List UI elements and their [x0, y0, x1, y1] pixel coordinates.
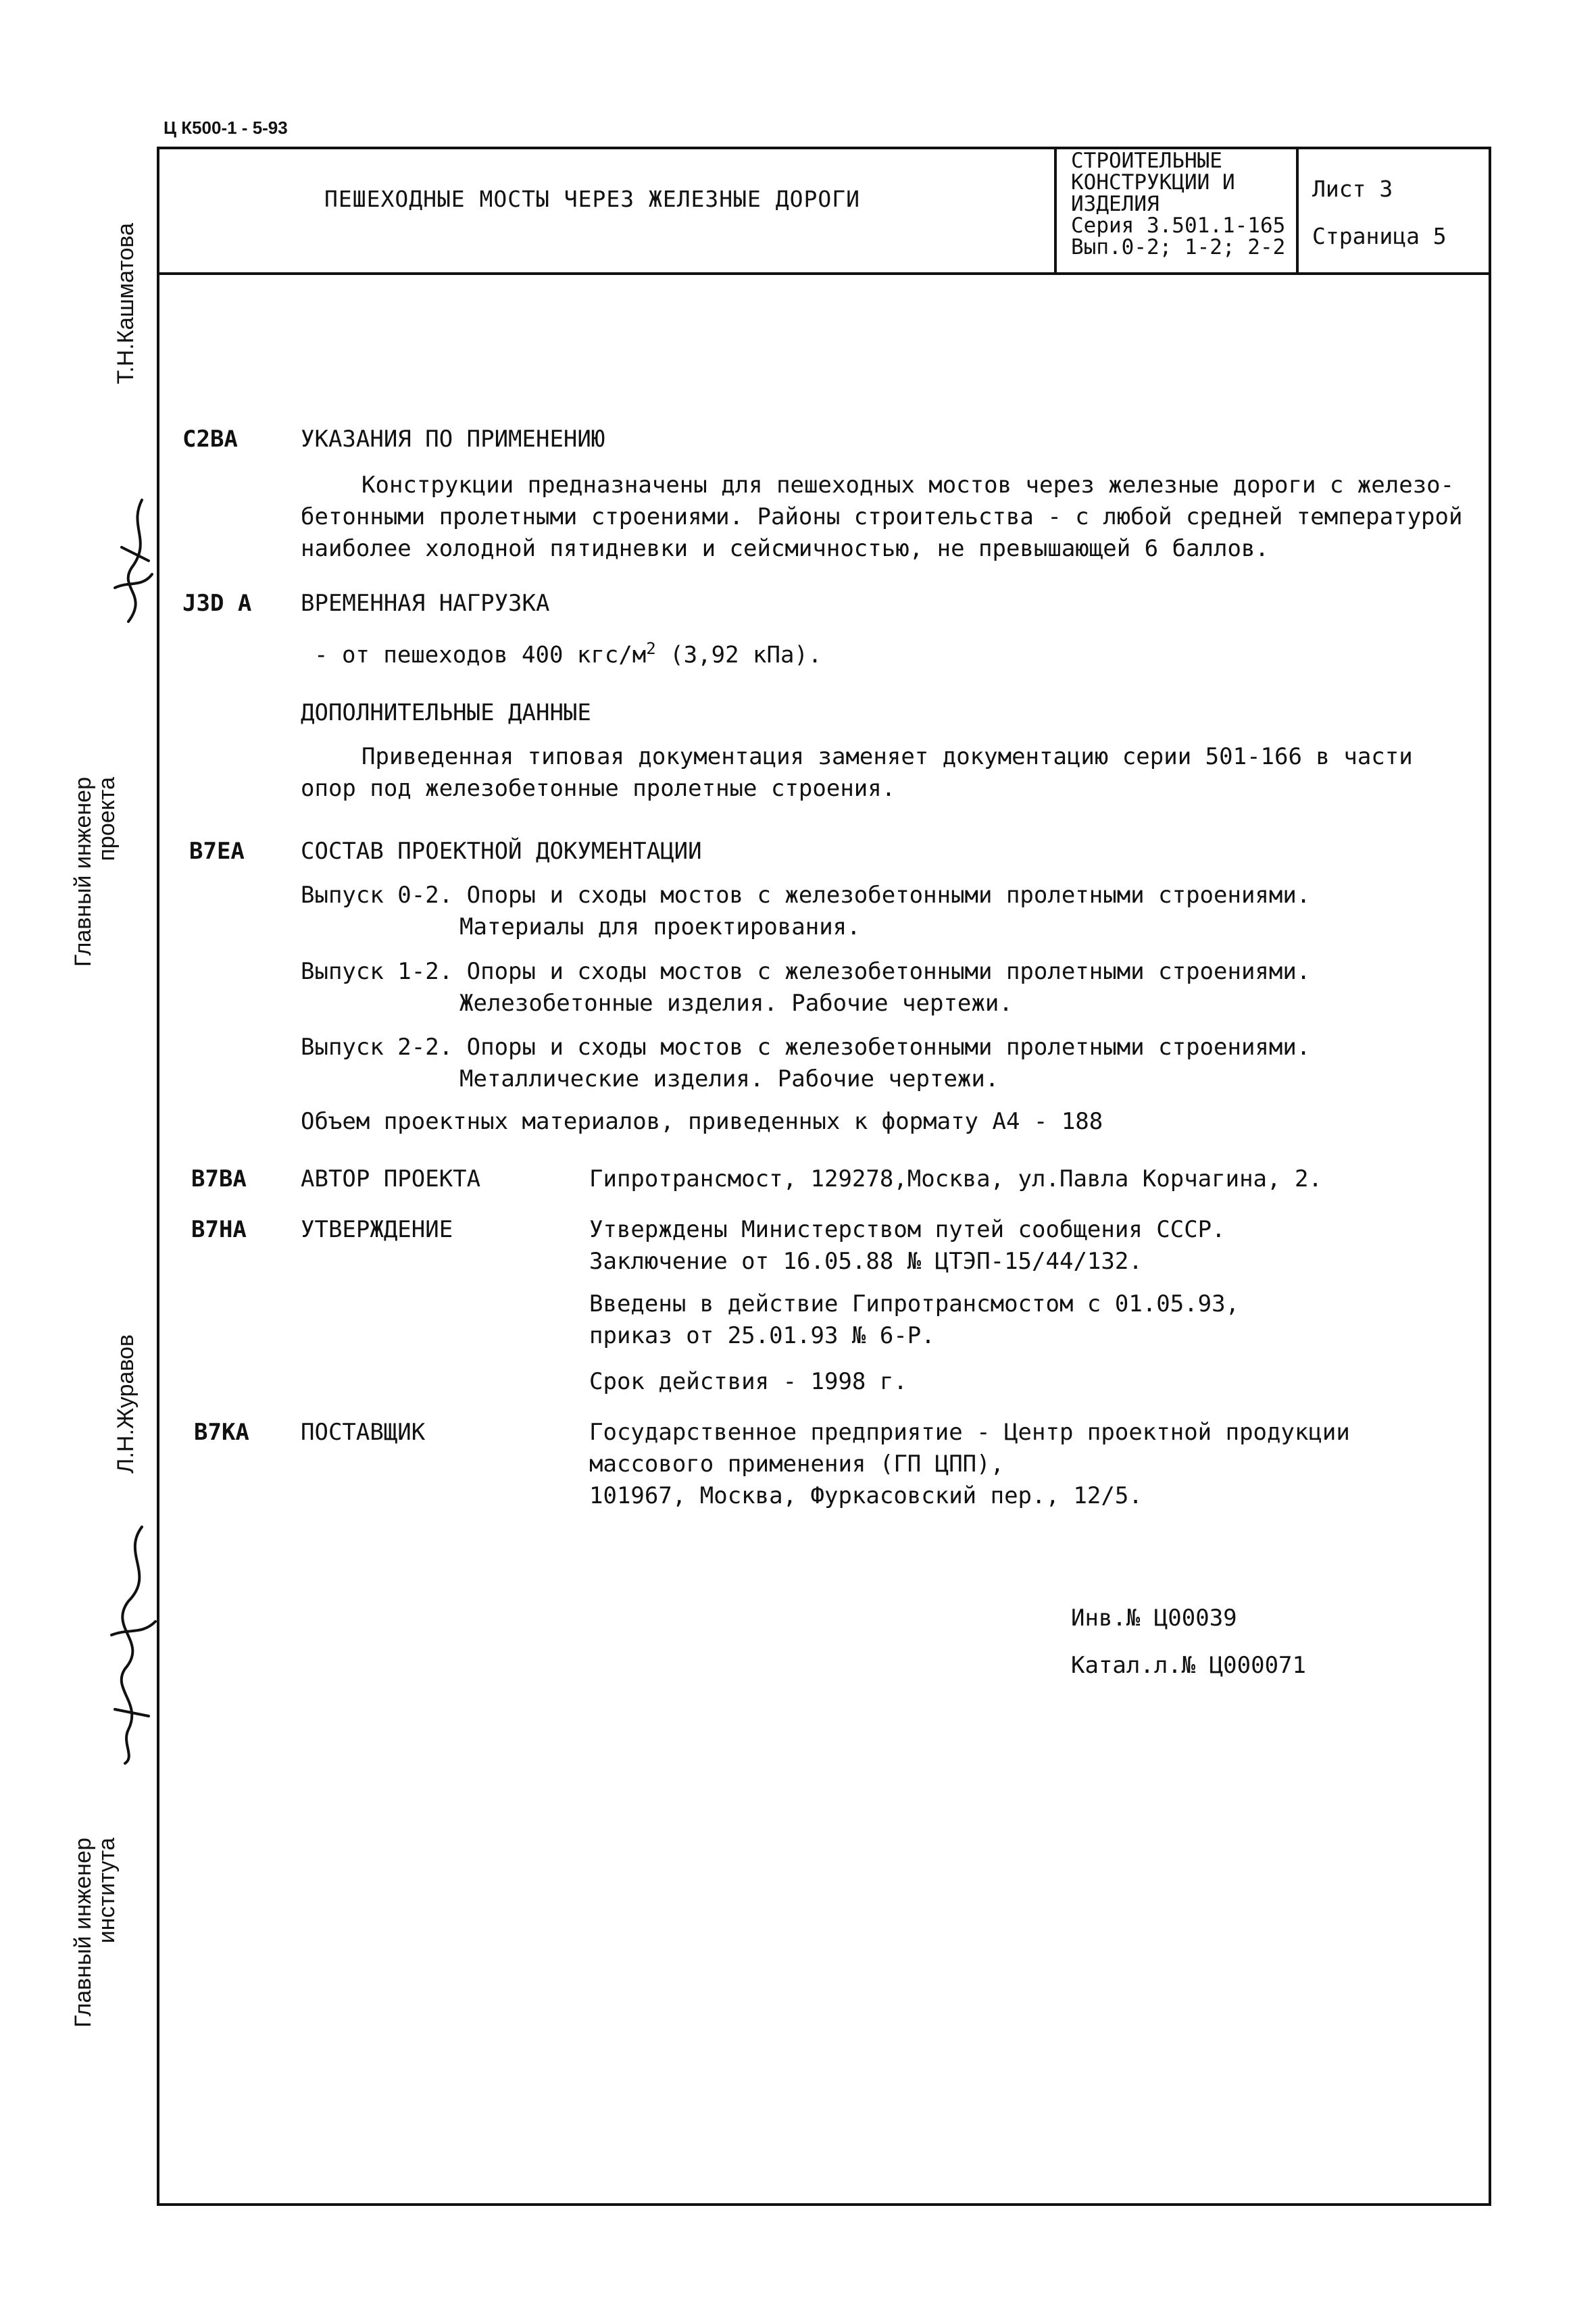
- signature-1: [101, 486, 162, 642]
- document-code: Ц К500-1 - 5-93: [164, 118, 288, 138]
- heading-composition: СОСТАВ ПРОЕКТНОЙ ДОКУМЕНТАЦИИ: [301, 838, 702, 865]
- code-usage: С2ВА: [182, 426, 238, 453]
- category-line-3: ИЗДЕЛИЯ: [1071, 192, 1159, 216]
- margin-role-1-line1: Главный инженер: [70, 777, 96, 967]
- approval-line-5: Срок действия - 1998 г.: [589, 1368, 907, 1395]
- code-supplier: В7КА: [194, 1419, 249, 1446]
- extra-line-2: опор под железобетонные пролетные строения.: [301, 775, 896, 802]
- heading-author: АВТОР ПРОЕКТА: [301, 1165, 481, 1192]
- series-box: [1071, 150, 1285, 258]
- margin-role-2-line1: Главный инженер: [70, 1838, 96, 2028]
- extra-line-1: Приведенная типовая документация заменяет документацию серии 501-166 в части: [361, 743, 1413, 770]
- issue-2-2-line-a: Выпуск 2-2. Опоры и сходы мостов с железобетонными пролетными строениями.: [301, 1034, 1311, 1061]
- heading-load: ВРЕМЕННАЯ НАГРУЗКА: [301, 590, 550, 617]
- code-composition: В7ЕА: [189, 838, 245, 865]
- title-divider-2: [1296, 147, 1299, 275]
- signature-2: [95, 1513, 169, 1770]
- sheet-box: [1312, 166, 1447, 260]
- load-line-b: (3,92 кПа).: [655, 641, 822, 669]
- margin-role-2-line2: института: [94, 1838, 120, 1944]
- usage-line-1: Конструкции предназначены для пешеходных мостов через железные дороги с железо-: [361, 472, 1455, 499]
- sheet-number: Лист 3: [1312, 176, 1393, 202]
- author-text: Гипротрансмост, 129278,Москва, ул.Павла Корчагина, 2.: [589, 1165, 1322, 1192]
- approval-line-3: Введены в действие Гипротрансмостом с 01.05.93,: [589, 1290, 1240, 1317]
- load-superscript: 2: [646, 639, 656, 658]
- margin-author-name: Т.Н.Кашматова: [113, 223, 139, 384]
- category-line-2: КОНСТРУКЦИИ И: [1071, 170, 1235, 195]
- category-line-1: СТРОИТЕЛЬНЫЕ: [1071, 149, 1222, 173]
- issue-1-2-line-b: Железобетонные изделия. Рабочие чертежи.: [459, 990, 1013, 1017]
- issue-1-2-line-a: Выпуск 1-2. Опоры и сходы мостов с железобетонными пролетными строениями.: [301, 958, 1311, 985]
- title-divider-1: [1054, 147, 1057, 275]
- code-load: J3D A: [182, 590, 252, 617]
- series-number: Серия 3.501.1-165: [1071, 213, 1286, 238]
- code-author: В7ВА: [191, 1165, 247, 1192]
- load-line-a: - от пешеходов 400 кгс/м: [314, 641, 647, 669]
- usage-line-2: бетонными пролетными строениями. Районы строительства - с любой средней температурой: [301, 503, 1463, 530]
- issue-0-2-line-a: Выпуск 0-2. Опоры и сходы мостов с железобетонными пролетными строениями.: [301, 882, 1311, 909]
- heading-approval: УТВЕРЖДЕНИЕ: [301, 1216, 453, 1243]
- inventory-number: Инв.№ Ц00039: [1071, 1605, 1237, 1632]
- volume-line: Объем проектных материалов, приведенных к формату А4 - 188: [301, 1108, 1103, 1135]
- issue-2-2-line-b: Металлические изделия. Рабочие чертежи.: [459, 1065, 999, 1092]
- load-line: [314, 635, 822, 668]
- heading-supplier: ПОСТАВЩИК: [301, 1419, 426, 1446]
- approval-line-1: Утверждены Министерством путей сообщения СССР.: [589, 1216, 1226, 1243]
- usage-line-3: наиболее холодной пятидневки и сейсмичностью, не превышающей 6 баллов.: [301, 535, 1269, 562]
- heading-usage: УКАЗАНИЯ ПО ПРИМЕНЕНИЮ: [301, 426, 605, 453]
- margin-role-1-line2: проекта: [94, 777, 120, 861]
- supplier-line-3: 101967, Москва, Фуркасовский пер., 12/5.: [589, 1482, 1143, 1509]
- margin-person-2: Л.Н.Журавов: [113, 1334, 139, 1474]
- catalog-number: Катал.л.№ Ц000071: [1071, 1652, 1306, 1679]
- issue-0-2-line-b: Материалы для проектирования.: [459, 913, 861, 940]
- issue-numbers: Вып.0-2; 1-2; 2-2: [1071, 235, 1286, 259]
- document-title: ПЕШЕХОДНЫЕ МОСТЫ ЧЕРЕЗ ЖЕЛЕЗНЫЕ ДОРОГИ: [324, 186, 860, 212]
- approval-line-4: приказ от 25.01.93 № 6-Р.: [589, 1322, 935, 1349]
- supplier-line-2: массового применения (ГП ЦПП),: [589, 1451, 1005, 1478]
- page-number: Страница 5: [1312, 223, 1447, 249]
- supplier-line-1: Государственное предприятие - Центр проектной продукции: [589, 1419, 1350, 1446]
- approval-line-2: Заключение от 16.05.88 № ЦТЭП-15/44/132.: [589, 1248, 1143, 1275]
- code-approval: В7НА: [191, 1216, 247, 1243]
- heading-extra: ДОПОЛНИТЕЛЬНЫЕ ДАННЫЕ: [301, 699, 591, 726]
